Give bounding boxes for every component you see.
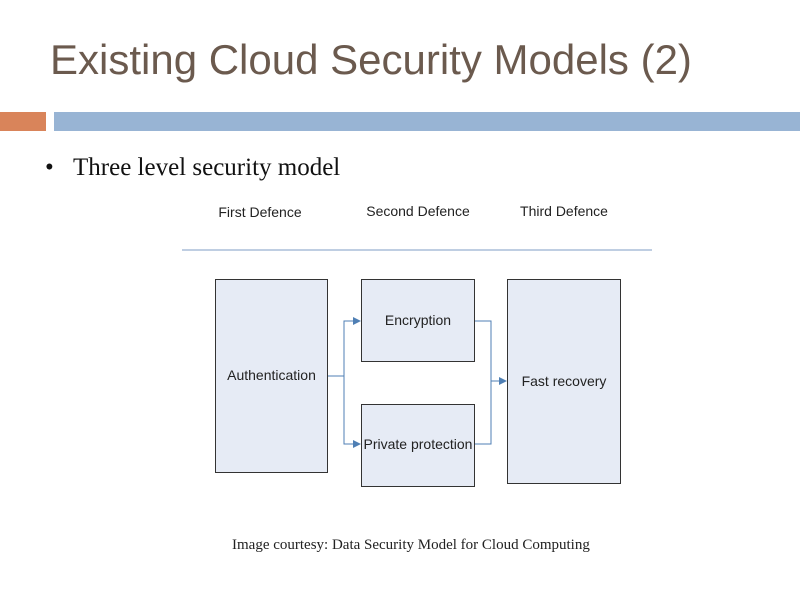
bullet-marker: • bbox=[45, 154, 54, 181]
slide-title: Existing Cloud Security Models (2) bbox=[50, 36, 692, 83]
connector-encryption-to-recovery bbox=[475, 321, 491, 444]
header-first-defence: First Defence bbox=[218, 204, 302, 220]
private-protection-label: Private protection bbox=[363, 436, 473, 452]
fast-recovery-label: Fast recovery bbox=[521, 373, 607, 389]
header-third-defence: Third Defence bbox=[520, 203, 608, 219]
header-second-defence: Second Defence bbox=[366, 203, 470, 219]
authentication-label: Authentication bbox=[227, 367, 316, 383]
encryption-label: Encryption bbox=[384, 312, 452, 328]
image-caption: Image courtesy: Data Security Model for Cloud Computing bbox=[232, 537, 590, 553]
connector-auth-to-private-protection bbox=[344, 376, 360, 444]
bullet-text: Three level security model bbox=[73, 154, 341, 181]
connector-auth-to-encryption bbox=[328, 321, 360, 376]
